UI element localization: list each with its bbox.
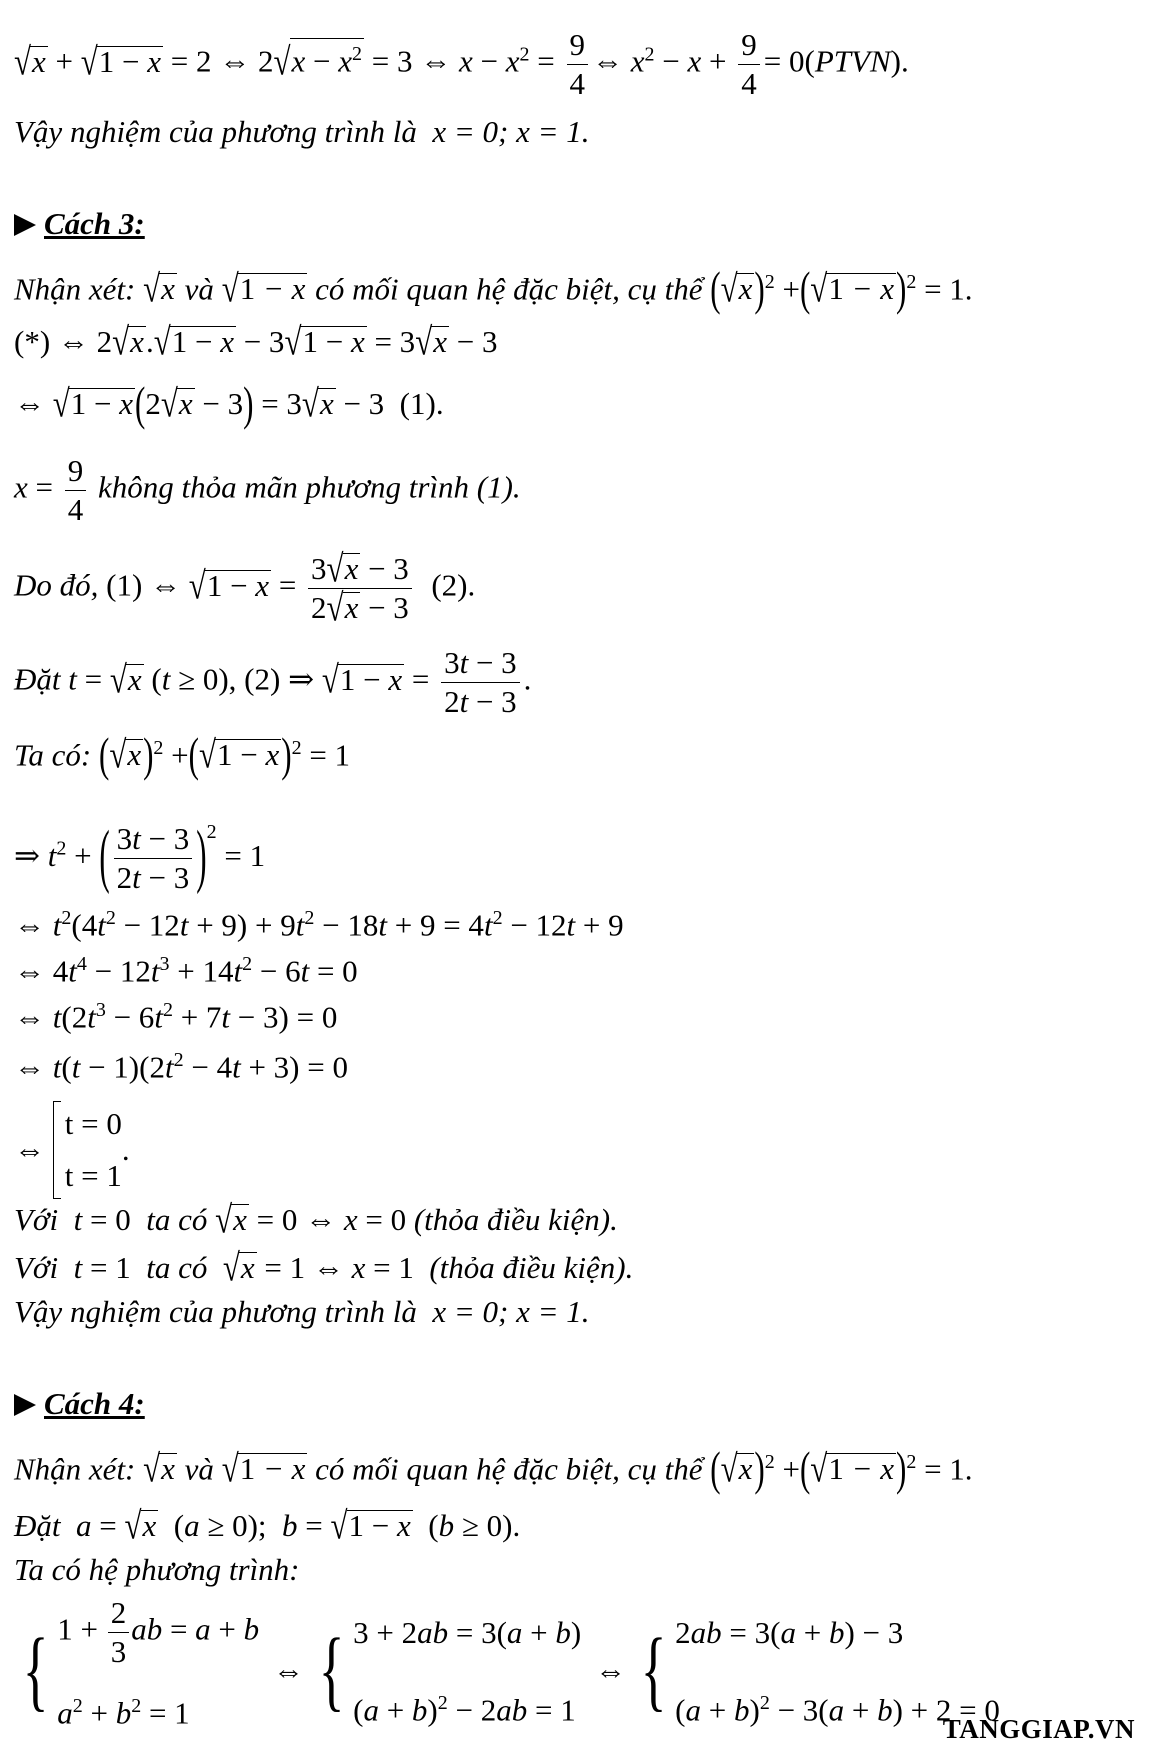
- equation-line-22: Ta có hệ phương trình:: [14, 1552, 300, 1587]
- equation-line-1: √x + √1 − x = 2 ⇔ $2√x - x^2 = 3$ ⇔ $x - x^2$ = $\frac{9}{4}$ ⇔ $x^2 - x$ + $\frac{9}{4}$ = 0(PTVN).: [14, 27, 909, 101]
- arrow-bullet-icon: [14, 214, 36, 236]
- equation-line-11: ⇒ $t^2$ + ( $\frac{3t - 3}{2t - 3}$ )$^2$ = 1: [14, 814, 266, 896]
- remark-line-cach-3: Nhận xét: √x và √1 − x có mối quan hệ đặc biệt, cụ thể $(√x)^2 +(√1 - x)^2 = 1$.: [14, 261, 973, 316]
- equation-line-16: ⇔ t = 0 t = 1 .: [14, 1098, 130, 1202]
- equation-line-5: (*) ⇔ 2√x.√1 − x − 3√1 − x = 3√x − 3: [14, 319, 498, 364]
- equation-line-6: ⇔ √1 − x(2√x − 3) = 3√x − 3 (1).: [14, 376, 444, 431]
- equation-line-15: ⇔ $t(t - 1)(2t^2 - 4t + 3) = 0$: [14, 1049, 348, 1085]
- equation-line-13: ⇔ $4t^4 - 12t^3 + 14t^2 - 6t = 0$: [14, 953, 358, 989]
- remark-line-cach-4: Nhận xét: √x và √1 − x có mối quan hệ đặc biệt, cụ thể $(√x)^2 +(√1 - x)^2 = 1$.: [14, 1441, 973, 1496]
- heading-cach-3: Cách 3:: [14, 204, 145, 244]
- equation-line-7: x = $\frac{9}{4}$ không thỏa mãn phương trình (1).: [14, 453, 521, 527]
- equation-line-14: ⇔ $t(2t^3 - 6t^2 + 7t - 3) = 0$: [14, 999, 338, 1035]
- heading-cach-4: Cách 4:: [14, 1384, 145, 1424]
- site-watermark: TANGGIAP.VN: [942, 1714, 1135, 1744]
- equation-line-17: Với t = 0 ta có √x = 0 ⇔ x = 0 (thỏa điều kiện).: [14, 1197, 618, 1242]
- equation-line-9: Đặt t = √x (t ≥ 0), (2) ⇒ √1 − x = $\frac{3t - 3}{2t - 3}$ .: [14, 645, 532, 719]
- conclusion-line-2: Vậy nghiệm của phương trình là x = 0; x = 1.: [14, 1294, 590, 1329]
- conclusion-line-1: Vậy nghiệm của phương trình là x = 0; x = 1.: [14, 114, 590, 149]
- equation-line-12: ⇔ $t^2(4t^2 - 12t + 9) + 9t^2 - 18t + 9 = 4t^2 - 12t + 9$: [14, 907, 624, 943]
- arrow-bullet-icon: [14, 1394, 36, 1416]
- equation-line-18: Với t = 1 ta có √x = 1 ⇔ x = 1 (thỏa điều kiện).: [14, 1245, 634, 1290]
- equation-line-10: Ta có: $(√x)^2 +(√1 - x)^2 = 1$: [14, 727, 351, 782]
- equation-line-21: Đặt a = √x (a ≥ 0); b = √1 − x (b ≥ 0).: [14, 1503, 521, 1548]
- equation-system: { 1 + $\frac{2}{3}$ ab = a + b $a^2 + b^2 = 1$ ⇔ { 3 + 2ab = 3(a + b) $(a + b)^2 - 2ab = 1$ ⇔ { 2ab = 3(a + b) − 3 $(a + b)^2 - 3(a + b) + 2 = 0$: [22, 1595, 1000, 1731]
- equation-line-8: Do đó, (1) ⇔ √1 − x = $\frac{3√x - 3}{2√x - 3}$ (2).: [14, 546, 476, 630]
